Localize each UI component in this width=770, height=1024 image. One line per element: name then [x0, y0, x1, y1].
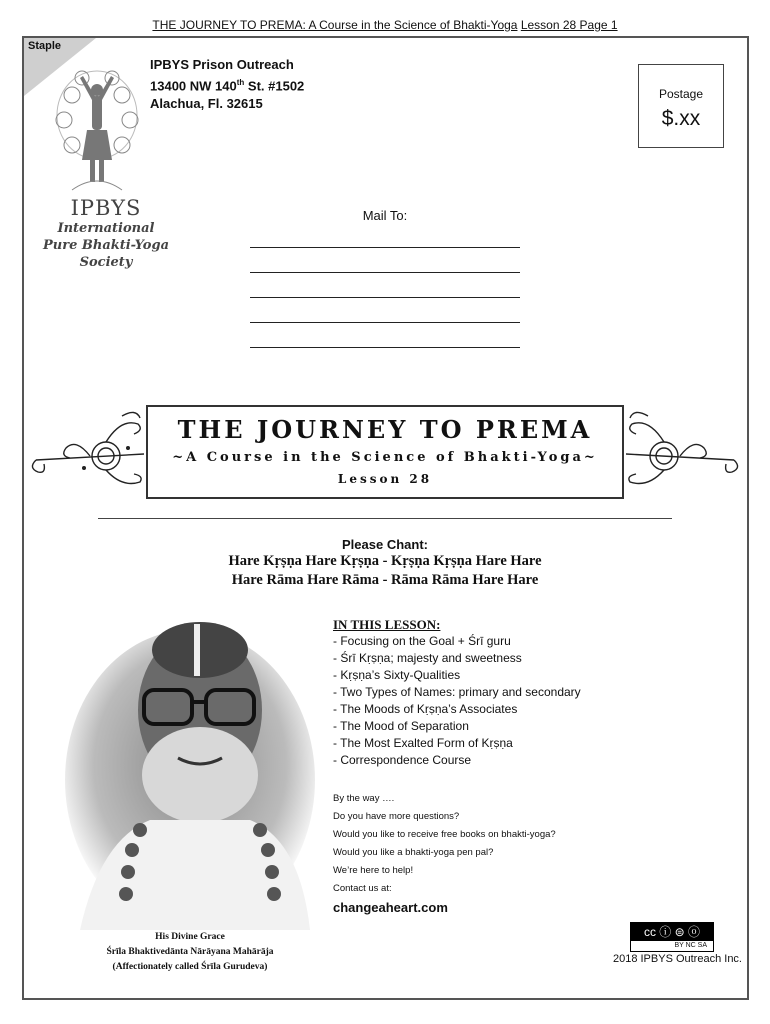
main-title: THE JOURNEY TO PREMA: [177, 415, 593, 444]
list-item: - Kṛṣṇa’s Sixty-Qualities: [333, 668, 461, 682]
return-address: [150, 56, 304, 113]
list-item: - The Moods of Kṛṣṇa’s Associates: [333, 702, 518, 716]
mantra-line-1: Hare Kṛṣṇa Hare Kṛṣṇa - Kṛṣṇa Kṛṣṇa Hare Hare: [228, 553, 542, 569]
caption-line-3: (Affectionately called Śrīla Gurudeva): [112, 962, 268, 972]
lesson-number: Lesson 28: [337, 472, 433, 486]
postage-amount: $.xx: [661, 107, 701, 130]
info-line: Contact us at:: [333, 883, 392, 894]
caption-line-1: His Divine Grace: [155, 932, 225, 942]
info-line: We’re here to help!: [333, 865, 414, 876]
mail-to-line[interactable]: [250, 247, 520, 248]
list-item: - The Most Exalted Form of Kṛṣṇa: [333, 736, 513, 750]
mail-to-line[interactable]: [250, 272, 520, 273]
deity-logo-icon: [52, 60, 142, 200]
cc-badge-symbols: cc ⓘ ⊜ ⓞ: [631, 923, 713, 941]
chant-heading: Please Chant:: [342, 537, 428, 552]
divider: [98, 518, 672, 519]
info-line: Do you have more questions?: [333, 811, 460, 822]
logo-text: [36, 196, 176, 271]
staple-label: Staple: [28, 40, 62, 52]
return-address-line-1: IPBYS Prison Outreach: [150, 57, 294, 72]
list-item: - Śrī Kṛṣṇa; majesty and sweetness: [333, 651, 522, 665]
chant-section: [150, 537, 620, 590]
info-line: Would you like to receive free books on bhakti-yoga?: [333, 829, 556, 840]
guru-portrait-image: [60, 610, 320, 930]
mail-to-line[interactable]: [250, 322, 520, 323]
course-subtitle: ~A Course in the Science of Bhakti-Yoga~: [172, 450, 598, 465]
website-link[interactable]: changeaheart.com: [333, 900, 448, 915]
course-title: THE JOURNEY TO PREMA: A Course in the Science of Bhakti-Yoga: [152, 18, 518, 32]
title-block: [146, 405, 624, 499]
info-line: Would you like a bhakti-yoga pen pal?: [333, 847, 494, 858]
left-scroll-ornament-icon: [26, 408, 144, 490]
copyright-text: 2018 IPBYS Outreach Inc.: [612, 953, 742, 965]
portrait-caption: [60, 930, 320, 975]
logo-line-2: Pure Bhakti-Yoga: [43, 238, 169, 253]
return-address-line-2: 13400 NW 140th St. #1502: [150, 78, 305, 94]
postage-label: Postage: [658, 87, 704, 101]
cc-badge-terms: BY NC SA: [674, 942, 707, 949]
lesson-contents: [333, 616, 633, 769]
list-item: - Focusing on the Goal + Śrī guru: [333, 634, 511, 648]
list-item: - Correspondence Course: [333, 753, 472, 767]
mantra-line-2: Hare Rāma Hare Rāma - Rāma Rāma Hare Hare: [231, 572, 539, 588]
info-line: By the way ….: [333, 793, 395, 804]
creative-commons-badge-icon: [630, 922, 714, 952]
logo-line-3: Society: [79, 255, 133, 270]
right-scroll-ornament-icon: [626, 408, 744, 490]
lesson-heading: IN THIS LESSON:: [333, 617, 441, 632]
mail-to-line[interactable]: [250, 297, 520, 298]
postage-box: [638, 64, 724, 148]
list-item: - Two Types of Names: primary and secondary: [333, 685, 581, 699]
page-header: [0, 18, 770, 32]
mail-to-line[interactable]: [250, 347, 520, 348]
by-the-way-section: [333, 790, 633, 898]
lesson-page-label: Lesson 28 Page 1: [520, 18, 618, 32]
mail-to-label: Mail To:: [362, 208, 408, 223]
return-address-line-3: Alachua, Fl. 32615: [150, 96, 263, 112]
logo-org-short: IPBYS: [70, 196, 142, 220]
logo-line-1: International: [57, 221, 155, 236]
caption-line-2: Śrīla Bhaktivedānta Nārāyana Mahārāja: [106, 947, 274, 957]
list-item: - The Mood of Separation: [333, 719, 469, 733]
